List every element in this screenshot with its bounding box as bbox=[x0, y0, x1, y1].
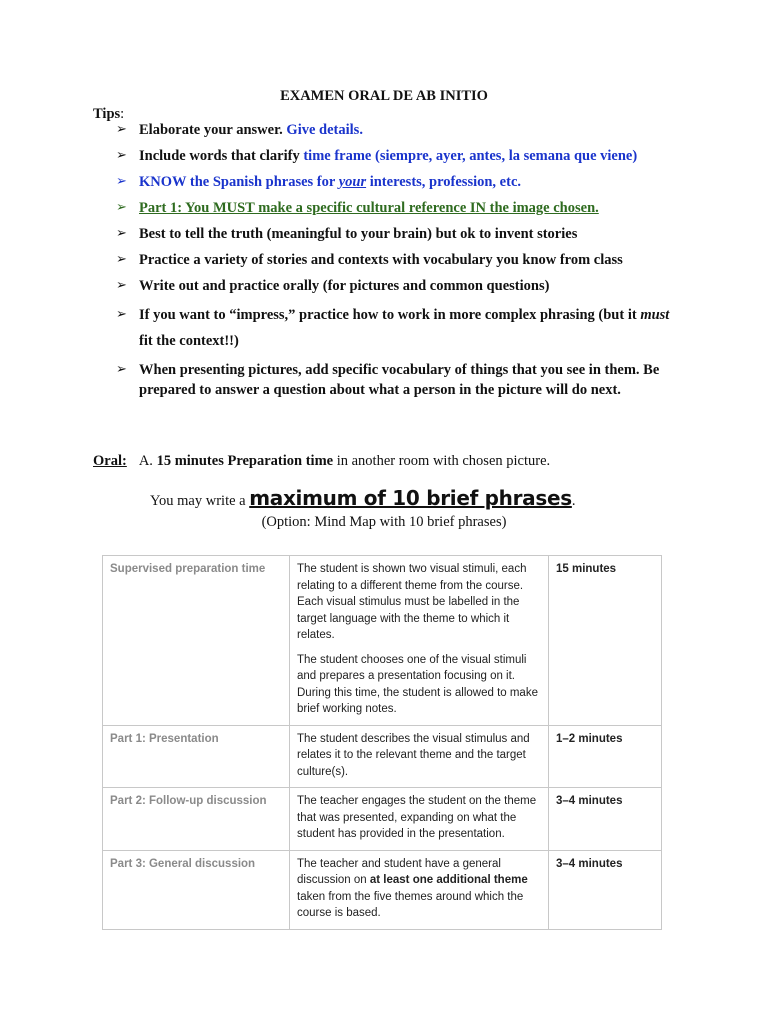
arrow-bullet-icon: ➢ bbox=[116, 174, 127, 189]
table-row bbox=[103, 850, 662, 929]
list-item: ➢ Best to tell the truth (meaningful to your brain) but ok to invent stories bbox=[116, 226, 578, 242]
description-cell: The student is shown two visual stimuli, each relating to a different theme from the course. Each visual stimulus must be labelled in the target language with the theme to which it relates. The student chooses one of the visual stimuli and prepares a presentation focusing on it. During this time, the student is allowed to make brief working notes. bbox=[290, 556, 549, 726]
stage-cell: Supervised preparation time bbox=[103, 556, 290, 726]
arrow-bullet-icon: ➢ bbox=[116, 362, 127, 377]
arrow-bullet-icon: ➢ bbox=[116, 122, 127, 137]
option-note: (Option: Mind Map with 10 brief phrases) bbox=[261, 514, 507, 530]
table-row bbox=[103, 788, 662, 851]
max-phrases-line: You may write a maximum of 10 brief phrases. bbox=[150, 486, 576, 510]
arrow-bullet-icon: ➢ bbox=[116, 200, 127, 215]
arrow-bullet-icon: ➢ bbox=[116, 278, 127, 293]
list-item: ➢ If you want to “impress,” practice how to work in more complex phrasing (but it must fit the context!!) bbox=[116, 302, 681, 354]
arrow-bullet-icon: ➢ bbox=[116, 252, 127, 267]
stage-cell: Part 1: Presentation bbox=[103, 725, 290, 788]
time-cell: 3–4 minutes bbox=[549, 788, 662, 851]
time-cell: 1–2 minutes bbox=[549, 725, 662, 788]
arrow-bullet-icon: ➢ bbox=[116, 226, 127, 241]
stage-cell: Part 3: General discussion bbox=[103, 850, 290, 929]
table-row bbox=[103, 556, 662, 726]
oral-line: Oral: A. 15 minutes Preparation time in another room with chosen picture. bbox=[93, 453, 551, 469]
list-item: ➢ Practice a variety of stories and contexts with vocabulary you know from class bbox=[116, 252, 623, 268]
time-cell: 3–4 minutes bbox=[549, 850, 662, 929]
assessment-table bbox=[102, 555, 662, 930]
stage-cell: Part 2: Follow-up discussion bbox=[103, 788, 290, 851]
list-item: ➢ Include words that clarify time frame (siempre, ayer, antes, la semana que viene) bbox=[116, 148, 638, 164]
tips-heading: Tips: bbox=[93, 106, 125, 122]
time-cell: 15 minutes bbox=[549, 556, 662, 726]
list-item: ➢ Write out and practice orally (for pictures and common questions) bbox=[116, 278, 550, 294]
list-item: ➢ Part 1: You MUST make a specific cultural reference IN the image chosen. bbox=[116, 200, 599, 216]
list-item: ➢ Elaborate your answer. Give details. bbox=[116, 122, 363, 138]
table-row bbox=[103, 725, 662, 788]
arrow-bullet-icon: ➢ bbox=[116, 148, 127, 163]
tips-list bbox=[116, 120, 681, 406]
page-title: EXAMEN ORAL DE AB INITIO bbox=[280, 88, 488, 104]
description-cell: The teacher and student have a general discussion on at least one additional theme taken from the five themes around which the course is based. bbox=[290, 850, 549, 929]
description-cell: The teacher engages the student on the theme that was presented, expanding on what the student has provided in the presentation. bbox=[290, 788, 549, 851]
arrow-bullet-icon: ➢ bbox=[116, 307, 127, 322]
list-item: ➢ When presenting pictures, add specific vocabulary of things that you see in them. Be prepared to answer a question about what a person in the picture will do next. bbox=[116, 362, 660, 398]
description-cell: The student describes the visual stimulus and relates it to the relevant theme and the target culture(s). bbox=[290, 725, 549, 788]
list-item: ➢ KNOW the Spanish phrases for your interests, profession, etc. bbox=[116, 174, 522, 190]
